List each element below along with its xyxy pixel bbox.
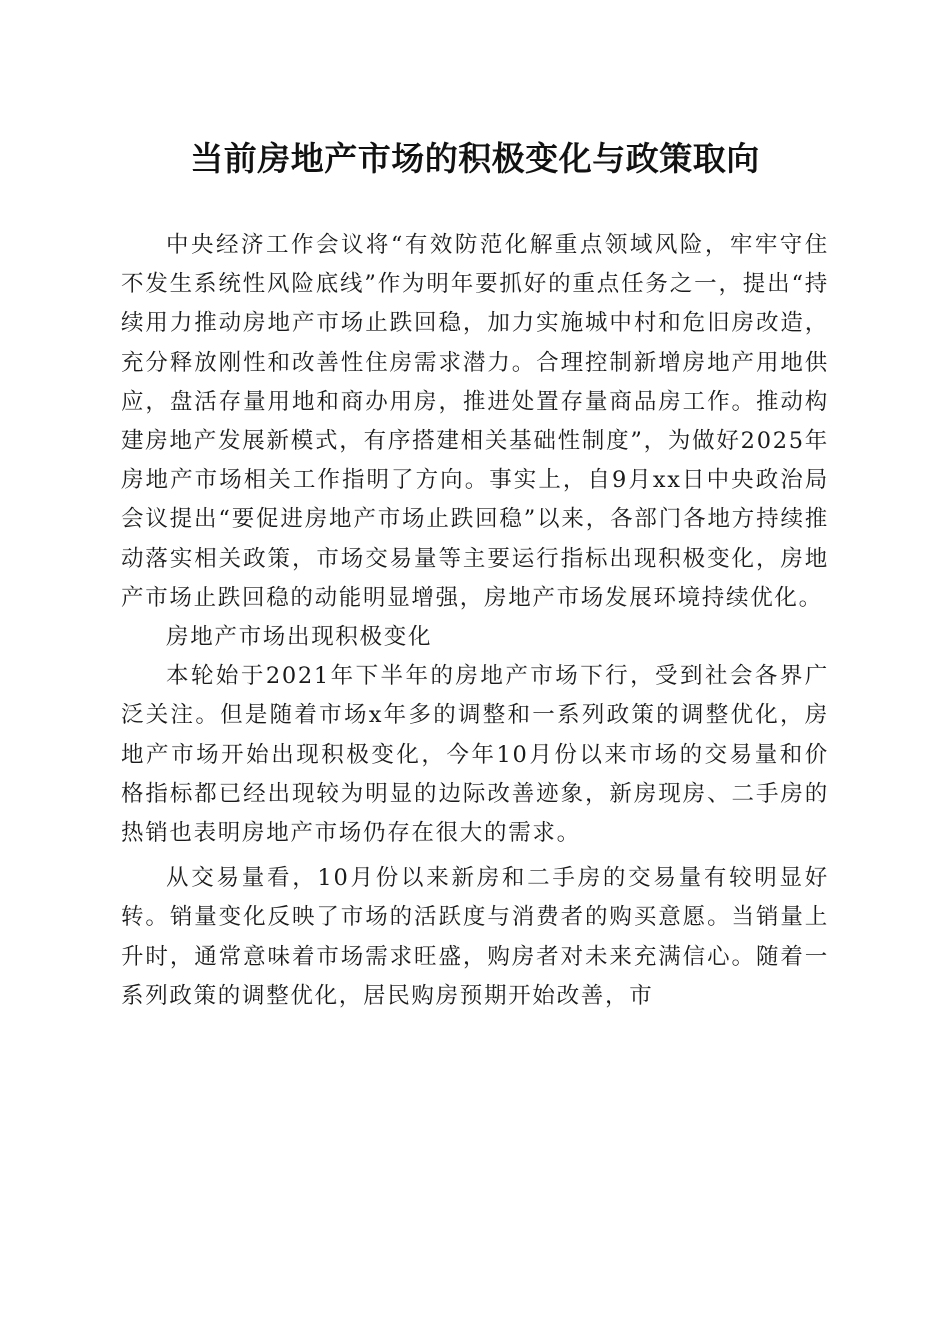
paragraph-market-changes: 本轮始于2021年下半年的房地产市场下行，受到社会各界广泛关注。但是随着市场x年多的调整和一系列政策的调整优化，房地产市场开始出现积极变化，今年10月份以来市场的交易量和价格指标都已经出现较为明显的边际改善迹象，新房现房、二手房的热销也表明房地产市场仍存在很大的需求。 [121,663,829,847]
document-title: 当前房地产市场的积极变化与政策取向 [190,139,760,178]
paragraph-transaction-volume: 从交易量看，10月份以来新房和二手房的交易量有较明显好转。销量变化反映了市场的活跃度与消费者的购买意愿。当销量上升时，通常意味着市场需求旺盛，购房者对未来充满信心。随着一系列政策的调整优化，居民购房预期开始改善，市 [121,865,829,1009]
paragraph-intro: 中央经济工作会议将“有效防范化解重点领域风险，牢牢守住不发生系统性风险底线”作为明年要抓好的重点任务之一，提出“持续用力推动房地产市场止跌回稳，加力实施城中村和危旧房改造，充分释放刚性和改善性住房需求潜力。合理控制新增房地产用地供应，盘活存量用地和商办用房，推进处置存量商品房工作。推动构建房地产发展新模式，有序搭建相关基础性制度”，为做好2025年房地产市场相关工作指明了方向。事实上，自9月xx日中央政治局会议提出“要促进房地产市场止跌回稳”以来，各部门各地方持续推动落实相关政策，市场交易量等主要运行指标出现积极变化，房地产市场止跌回稳的动能明显增强，房地产市场发展环境持续优化。 [121,232,829,611]
section-heading: 房地产市场出现积极变化 [166,624,433,651]
document-body [121,226,829,1016]
